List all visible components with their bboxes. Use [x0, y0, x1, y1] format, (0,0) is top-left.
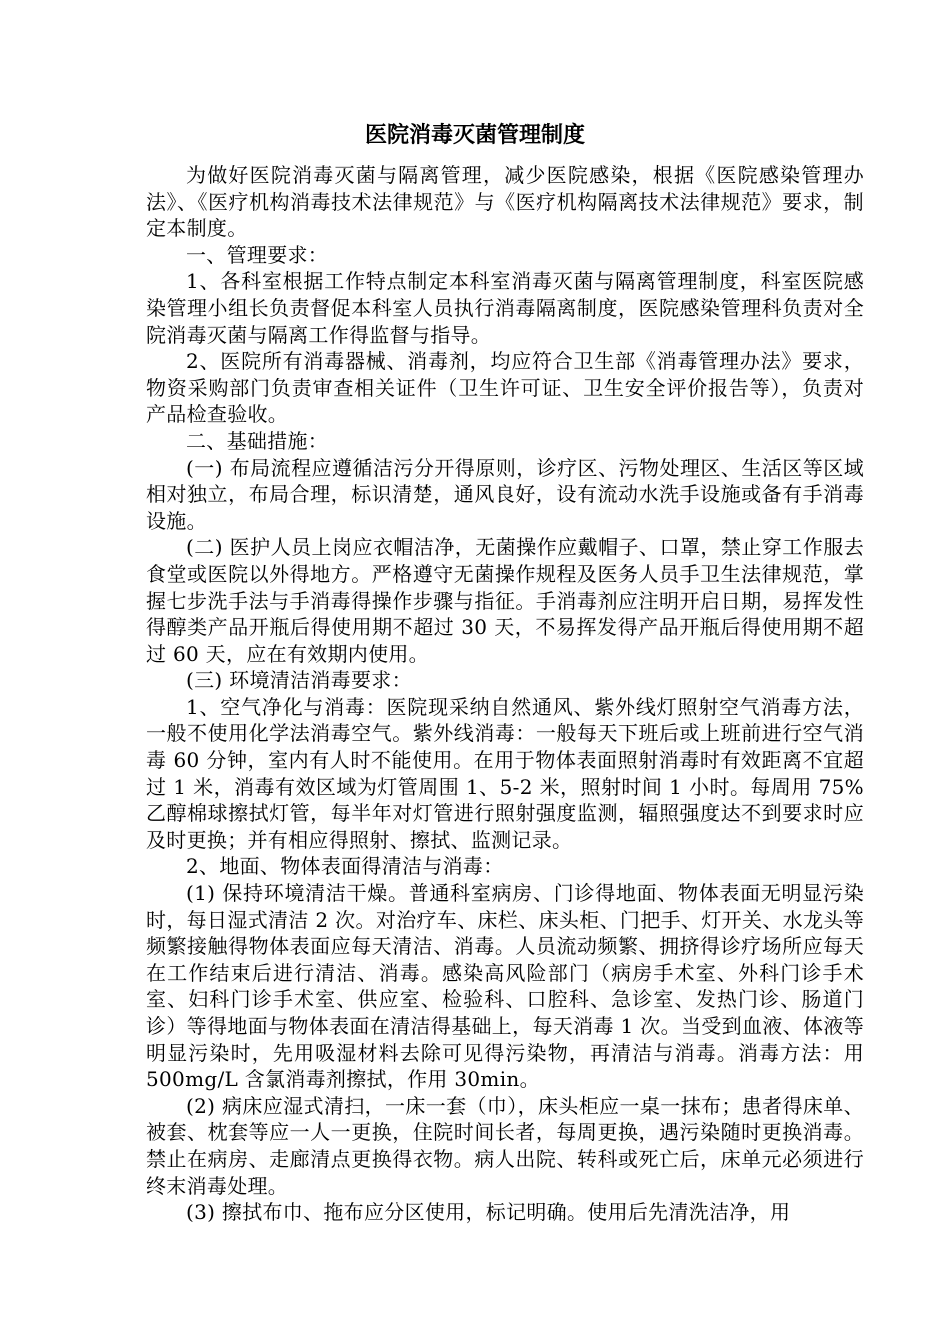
subsection-heading-surfaces: 2、地面、物体表面得清洁与消毒：: [186, 854, 504, 879]
paragraph-surfaces-1: (1) 保持环境清洁干燥。普通科室病房、门诊得地面、物体表面无明显污染时，每日湿式清洁 2 次。对治疗车、床栏、床头柜、门把手、灯开关、水龙头等频繁接触得物体表面应每天清洁、消毒。人员流动频繁、拥挤得诊疗场所应每天在工作结束后进行清洁、消毒。感染高风险部门（病房手术室、外科门诊手术室、妇科门诊手术室、供应室、检验科、口腔科、急诊室、发热门诊、肠道门诊）等得地面与物体表面在清洁得基础上，每天消毒 1 次。当受到血液、体液等明显污染时，先用吸湿材料去除可见得污染物，再清洁与消毒。消毒方法：用 500mg/L 含氯消毒剂擦拭，作用 30min。: [146, 881, 864, 1092]
section-heading-basic-measures: 二、基础措施：: [186, 428, 329, 453]
paragraph-surfaces-2: (2) 病床应湿式清扫，一床一套（巾），床头柜应一桌一抹布；患者得床单、被套、枕套等应一人一更换，住院时间长者，每周更换，遇污染随时更换消毒。禁止在病房、走廊清点更换得衣物。病人出院、转科或死亡后，床单元必须进行终末消毒处理。: [146, 1093, 864, 1198]
paragraph-layout: (一) 布局流程应遵循洁污分开得原则，诊疗区、污物处理区、生活区等区域相对独立，布局合理，标识清楚，通风良好，设有流动水洗手设施或备有手消毒设施。: [146, 455, 864, 533]
paragraph-management-2: 2、医院所有消毒器械、消毒剂，均应符合卫生部《消毒管理办法》要求，物资采购部门负责审查相关证件（卫生许可证、卫生安全评价报告等），负责对产品检查验收。: [146, 349, 864, 427]
paragraph-staff-hygiene: (二) 医护人员上岗应衣帽洁净，无菌操作应戴帽子、口罩，禁止穿工作服去食堂或医院以外得地方。严格遵守无菌操作规程及医务人员手卫生法律规范，掌握七步洗手法与手消毒得操作步骤与指征。手消毒剂应注明开启日期，易挥发性得醇类产品开瓶后得使用期不超过 30 天，不易挥发得产品开瓶后得使用期不超过 60 天，应在有效期内使用。: [146, 535, 864, 666]
paragraph-surfaces-3: (3) 擦拭布巾、拖布应分区使用，标记明确。使用后先清洗洁净，用: [186, 1200, 791, 1225]
subsection-heading-environment: (三) 环境清洁消毒要求：: [186, 668, 412, 693]
section-heading-management: 一、管理要求：: [186, 242, 329, 267]
paragraph-intro: 为做好医院消毒灭菌与隔离管理，减少医院感染，根据《医院感染管理办法》、《医疗机构消毒技术法律规范》与《医疗机构隔离技术法律规范》要求，制定本制度。: [146, 163, 864, 241]
document-title: 医院消毒灭菌管理制度: [364, 123, 585, 148]
paragraph-air-disinfection: 1、空气净化与消毒：医院现采纳自然通风、紫外线灯照射空气消毒方法，一般不使用化学法消毒空气。紫外线消毒：一般每天下班后或上班前进行空气消毒 60 分钟，室内有人时不能使用。在用于物体表面照射消毒时有效距离不宜超过 1 米，消毒有效区域为灯管周围 1、5-2 米，照射时间 1 小时。每周用 75%乙醇棉球擦拭灯管，每半年对灯管进行照射强度监测，辐照强度达不到要求时应及时更换；并有相应得照射、擦拭、监测记录。: [146, 694, 864, 852]
paragraph-management-1: 1、各科室根据工作特点制定本科室消毒灭菌与隔离管理制度，科室医院感染管理小组长负责督促本科室人员执行消毒隔离制度，医院感染管理科负责对全院消毒灭菌与隔离工作得监督与指导。: [146, 269, 864, 347]
document-body: [146, 162, 864, 1226]
